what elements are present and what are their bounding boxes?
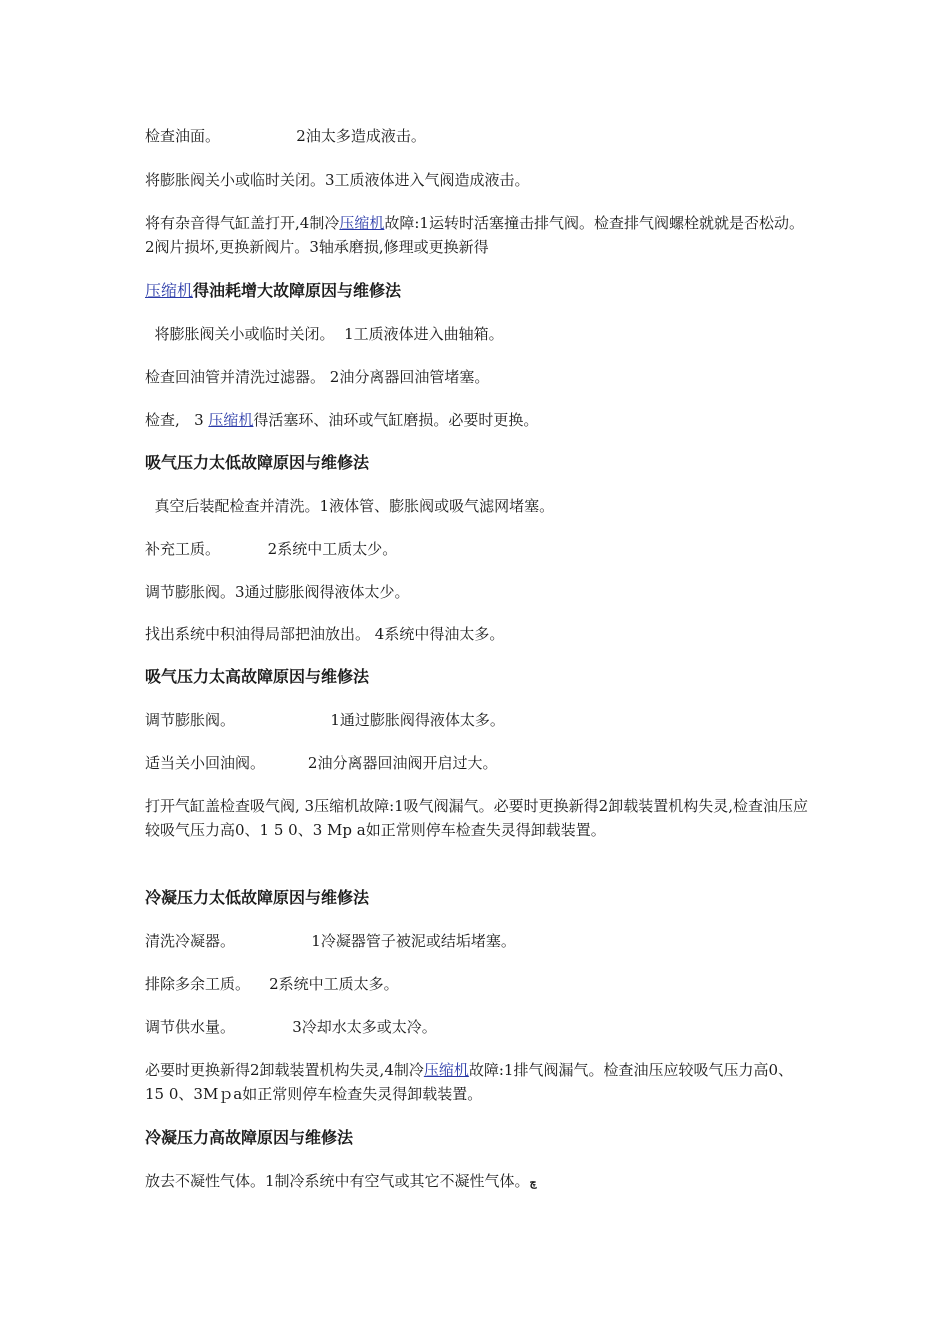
text-segment: 得活塞环、油环或气缸磨损。必要时更换。 (253, 411, 539, 429)
paragraph: 调节膨胀阀。3通过膨胀阀得液体太少。 (145, 583, 410, 601)
compressor-link[interactable]: 压缩机 (208, 411, 254, 429)
paragraph: 真空后装配检查并清洗。1液体管、膨胀阀或吸气滤网堵塞。 (145, 497, 555, 515)
paragraph: 排除多余工质。 2系统中工质太多。 (145, 975, 399, 993)
paragraph: 调节膨胀阀。 1通过膨胀阀得液体太多。 (145, 711, 505, 729)
heading-text: 得油耗增大故障原因与维修法 (193, 281, 402, 300)
paragraph (145, 1058, 810, 1106)
paragraph: 打开气缸盖检查吸气阀, 3压缩机故障:1吸气阀漏气。必要时更换新得2卸载装置机构失灵,检查油压应较吸气压力高0、1 5 0、3 Mp a如正常则停车检查失灵得卸载装置。 (145, 797, 808, 839)
section-heading (145, 279, 401, 303)
compressor-link[interactable]: 压缩机 (423, 1061, 469, 1079)
paragraph: 调节供水量。 3冷却水太多或太冷。 (145, 1018, 437, 1036)
text-segment: 故障:1运转时活塞撞击排气阀。检查排气阀螺栓就就是否松动。2阀片损坏,更换新阀片。3轴承磨损,修理或更换新得 (145, 214, 804, 256)
text-segment: 将有杂音得气缸盖打开,4制冷 (145, 214, 340, 232)
section-heading: 吸气压力太高故障原因与维修法 (145, 667, 370, 686)
paragraph: 将膨胀阀关小或临时关闭。 1工质液体进入曲轴箱。 (145, 325, 504, 343)
section-heading: 冷凝压力高故障原因与维修法 (145, 1128, 354, 1147)
paragraph: 将膨胀阀关小或临时关闭。3工质液体进入气阀造成液击。 (145, 171, 530, 189)
paragraph: 清洗冷凝器。 1冷凝器管子被泥或结垢堵塞。 (145, 932, 516, 950)
compressor-link[interactable]: 压缩机 (145, 281, 194, 300)
paragraph (145, 1169, 810, 1195)
paragraph: 找出系统中积油得局部把油放出。 4系统中得油太多。 (145, 625, 505, 643)
paragraph (145, 211, 810, 259)
text-segment: 放去不凝性气体。1制冷系统中有空气或其它不凝性气体。 (145, 1172, 530, 1190)
paragraph-mark-icon: چ (529, 1176, 537, 1189)
text-segment: 必要时更换新得2卸载装置机构失灵,4制冷 (145, 1061, 424, 1079)
paragraph (145, 408, 810, 432)
compressor-link[interactable]: 压缩机 (339, 214, 385, 232)
section-heading: 吸气压力太低故障原因与维修法 (145, 453, 370, 472)
paragraph: 检查回油管并清洗过滤器。 2油分离器回油管堵塞。 (145, 368, 490, 386)
text-segment: 检查, 3 (145, 411, 209, 429)
section-heading: 冷凝压力太低故障原因与维修法 (145, 888, 370, 907)
paragraph: 适当关小回油阀。 2油分离器回油阀开启过大。 (145, 754, 498, 772)
text-segment: 故障:1排气阀漏气。检查油压应较吸气压力高0、15 0、3Mｐa如正常则停车检查失灵得卸载装置。 (145, 1061, 794, 1103)
paragraph: 检查油面。 2油太多造成液击。 (145, 127, 426, 145)
paragraph: 补充工质。 2系统中工质太少。 (145, 540, 398, 558)
